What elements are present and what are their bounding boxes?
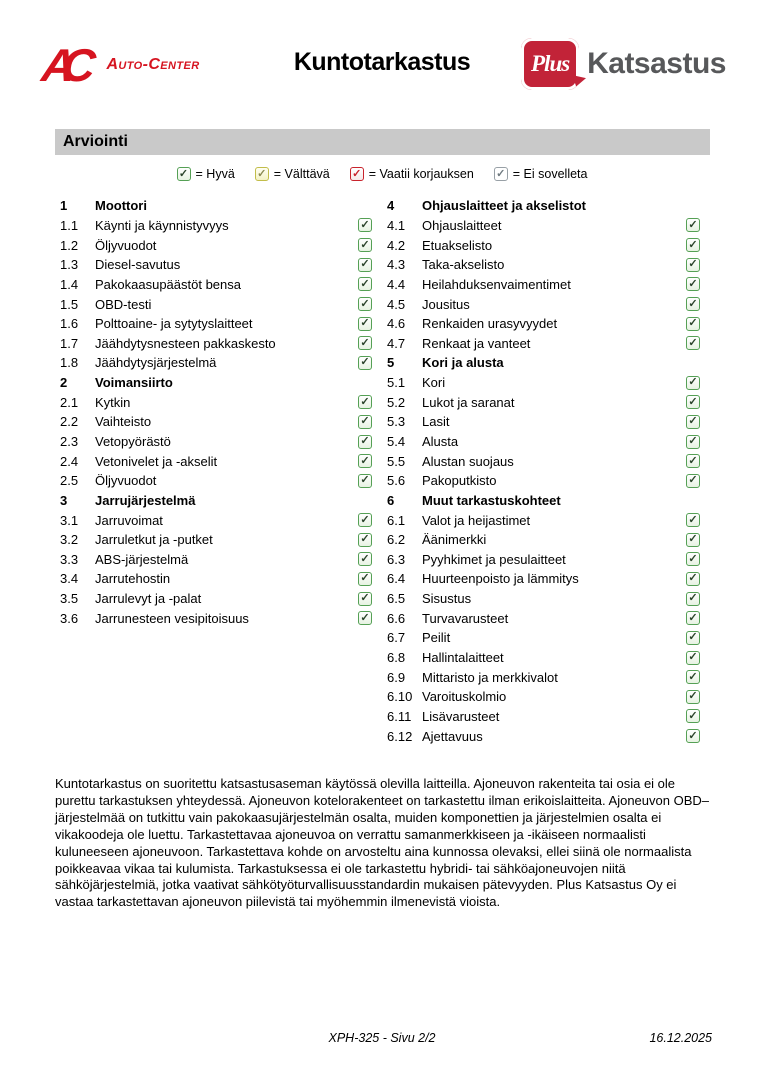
- checklist-item-row: [382, 333, 710, 353]
- checklist-item-row: [55, 510, 382, 530]
- status-checkbox-repair: [350, 167, 364, 181]
- status-checkbox-good: [686, 572, 700, 586]
- plus-badge-tail-icon: [573, 71, 588, 86]
- item-label: Turvavarusteet: [422, 610, 509, 626]
- item-label: Mittaristo ja merkkivalot: [422, 669, 558, 685]
- item-label: Jäähdytysjärjestelmä: [95, 355, 217, 371]
- status-checkbox-good: [686, 552, 700, 566]
- status-checkbox-good: [686, 611, 700, 625]
- check-icon: ✓: [360, 297, 370, 310]
- item-number: 3.6: [60, 610, 79, 626]
- status-checkbox-good: [686, 474, 700, 488]
- item-number: 4.3: [387, 257, 406, 273]
- status-checkbox-good: [686, 218, 700, 232]
- plus-katsastus-logo: [521, 38, 726, 90]
- legend-label: = Vaatii korjauksen: [368, 167, 474, 181]
- item-label: Vaihteisto: [95, 414, 152, 430]
- check-icon: ✓: [688, 454, 698, 467]
- item-label: Hallintalaitteet: [422, 650, 504, 666]
- item-label: Etuakselisto: [422, 237, 493, 253]
- item-label: Pakokaasupäästöt bensa: [95, 276, 241, 292]
- checklist-item-row: [55, 550, 382, 570]
- item-number: 1.8: [60, 355, 79, 371]
- check-icon: ✓: [688, 651, 698, 664]
- item-label: OBD-testi: [95, 296, 152, 312]
- checklist-item-row: [382, 373, 710, 393]
- section-title: Voimansiirto: [95, 375, 173, 391]
- item-number: 6.6: [387, 610, 406, 626]
- check-icon: ✓: [688, 218, 698, 231]
- section-number: 5: [387, 355, 395, 371]
- checklist-item-row: [382, 235, 710, 255]
- check-icon: ✓: [688, 297, 698, 310]
- item-label: Jarrunesteen vesipitoisuus: [95, 610, 249, 626]
- checklist-item-row: [55, 451, 382, 471]
- section-number: 1: [60, 198, 68, 214]
- check-icon: ✓: [360, 513, 370, 526]
- item-label: Kori: [422, 375, 446, 391]
- check-icon: ✓: [688, 258, 698, 271]
- check-icon: ✓: [688, 317, 698, 330]
- checklist-item-row: [382, 451, 710, 471]
- section-title: Jarrujärjestelmä: [95, 492, 196, 508]
- checklist-item-row: [55, 294, 382, 314]
- item-label: Varoituskolmio: [422, 689, 507, 705]
- check-icon: ✓: [360, 356, 370, 369]
- legend-label: = Välttävä: [273, 167, 330, 181]
- check-icon: ✓: [688, 611, 698, 624]
- checklist-item-row: [382, 569, 710, 589]
- item-number: 2.2: [60, 414, 79, 430]
- status-checkbox-good: [686, 415, 700, 429]
- check-icon: ✓: [360, 258, 370, 271]
- check-icon: ✓: [360, 435, 370, 447]
- checklist-item-row: [382, 707, 710, 727]
- item-number: 1.4: [60, 276, 79, 292]
- item-number: 6.10: [387, 689, 413, 705]
- check-icon: ✓: [688, 670, 698, 683]
- item-label: Huurteenpoisto ja lämmitys: [422, 571, 579, 587]
- item-label: Polttoaine- ja sytytyslaitteet: [95, 316, 253, 332]
- check-icon: ✓: [360, 572, 370, 585]
- status-checkbox-fair: [255, 167, 269, 181]
- status-checkbox-good: [358, 513, 372, 527]
- checklist-section-row: [55, 373, 382, 393]
- checklist-item-row: [55, 392, 382, 412]
- checklist-item-row: [55, 314, 382, 334]
- disclaimer-text: Kuntotarkastus on suoritettu katsastusaseman käytössä olevilla laitteilla. Ajoneuvon rakenteita tai osia ei ole purettu tarkastuksen yhteydessä. Ajoneuvon kotelorakenteet on tarkastettu ilman erikoislaitteita. Ajoneuvon OBD–järjestelmää on tutkittu vain pakokaasujärjestelmän osalta, muiden komponettien ja järjestelmien osalta ei vikakoodeja ole luettu. Tarkastettavaa ajoneuvoa on verrattu samanmerkkiseen ja -ikäiseen normaalisti kuluneeseen ajoneuvoon. Tarkastettava kohde on arvosteltu aina kunnossa olevaksi, ellei siinä ole normaalista poikkeavaa vikaa tai kulumista. Tarkastuksessa ei ole tarkastettu hybridi- tai sähköajoneuvojen niitä sähköjärjestelmiä, jotka vaativat sähkötyöturvallisuusstandardin mukaisen pätevyyden. Plus Katsastus Oy ei vastaa tarkastettavan ajoneuvon piilevistä tai myöhemmin ilmenevistä vioista.: [55, 776, 709, 910]
- check-icon: ✓: [688, 415, 698, 428]
- status-checkbox-good: [686, 238, 700, 252]
- checklist-item-row: [382, 510, 710, 530]
- checklist-item-row: [55, 589, 382, 609]
- item-label: Taka-akselisto: [422, 257, 505, 273]
- status-checkbox-na: [494, 167, 508, 181]
- check-icon: ✓: [688, 513, 698, 526]
- status-checkbox-good: [686, 651, 700, 665]
- item-label: Käynti ja käynnistyvyys: [95, 217, 229, 233]
- auto-center-monogram-icon: AC: [39, 39, 86, 91]
- legend-item-repair: [350, 167, 474, 181]
- legend-item-fair: [255, 167, 330, 181]
- item-number: 6.11: [387, 708, 412, 724]
- item-label: Vetonivelet ja -akselit: [95, 453, 218, 469]
- checklist-item-row: [382, 255, 710, 275]
- auto-center-logo-text: Auto-Center: [106, 56, 200, 73]
- check-icon: ✓: [688, 690, 698, 703]
- status-checkbox-good: [358, 454, 372, 468]
- item-number: 2.3: [60, 434, 79, 449]
- checklist-item-row: [382, 530, 710, 550]
- item-number: 1.1: [60, 217, 79, 233]
- check-icon: ✓: [360, 474, 370, 487]
- item-number: 2.4: [60, 453, 79, 469]
- section-number: 2: [60, 375, 68, 391]
- check-icon: ✓: [688, 592, 698, 605]
- check-icon: ✓: [360, 592, 370, 605]
- item-number: 3.5: [60, 591, 79, 607]
- status-checkbox-good: [358, 218, 372, 232]
- check-icon: ✓: [360, 218, 370, 231]
- item-label: Jarruvoimat: [95, 512, 163, 528]
- status-checkbox-good: [686, 336, 700, 350]
- status-checkbox-good: [686, 729, 700, 743]
- status-checkbox-good: [686, 317, 700, 331]
- checklist-column-left: [55, 196, 382, 628]
- check-icon: ✓: [688, 729, 698, 742]
- checklist-item-row: [382, 412, 710, 432]
- checklist-item-row: [382, 667, 710, 687]
- checklist-item-row: [55, 432, 382, 452]
- check-icon: ✓: [360, 277, 370, 290]
- checklist-item-row: [55, 235, 382, 255]
- item-number: 4.7: [387, 335, 406, 351]
- checklist-item-row: [382, 392, 710, 412]
- item-number: 6.1: [387, 512, 406, 528]
- item-label: Pakoputkisto: [422, 473, 497, 489]
- legend: [0, 167, 764, 181]
- section-header-arviointi: Arviointi: [55, 129, 710, 155]
- item-label: Heilahduksenvaimentimet: [422, 276, 571, 292]
- item-label: Jarrutehostin: [95, 571, 171, 587]
- check-icon: ✓: [360, 317, 370, 330]
- check-icon: ✓: [688, 533, 698, 546]
- item-number: 6.9: [387, 669, 406, 685]
- checklist-item-row: [55, 275, 382, 295]
- status-checkbox-good: [686, 454, 700, 468]
- status-checkbox-good: [686, 592, 700, 606]
- section-title: Ohjauslaitteet ja akselistot: [422, 198, 587, 214]
- checklist-item-row: [55, 471, 382, 491]
- item-number: 5.6: [387, 473, 406, 489]
- item-number: 4.6: [387, 316, 406, 332]
- checklist-item-row: [55, 569, 382, 589]
- status-checkbox-good: [358, 277, 372, 291]
- status-checkbox-good: [686, 709, 700, 723]
- status-checkbox-good: [358, 611, 372, 625]
- check-icon: ✓: [688, 395, 698, 408]
- status-checkbox-good: [686, 513, 700, 527]
- item-label: Diesel-savutus: [95, 257, 181, 273]
- item-label: Öljyvuodot: [95, 473, 157, 489]
- item-number: 3.2: [60, 532, 79, 548]
- item-number: 6.3: [387, 551, 406, 567]
- status-checkbox-good: [177, 167, 191, 181]
- item-number: 3.3: [60, 551, 79, 567]
- item-label: Ajettavuus: [422, 728, 483, 744]
- check-icon: ✓: [360, 552, 370, 565]
- item-label: Peilit: [422, 630, 451, 646]
- footer-page-info: XPH-325 - Sivu 2/2: [328, 1031, 436, 1045]
- check-icon: ✓: [360, 336, 370, 349]
- item-number: 6.7: [387, 630, 406, 646]
- item-number: 1.5: [60, 296, 79, 312]
- item-number: 6.12: [387, 728, 413, 744]
- item-label: Jousitus: [422, 296, 470, 312]
- checklist-item-row: [382, 726, 710, 746]
- item-number: 1.7: [60, 335, 79, 351]
- item-label: Alustan suojaus: [422, 453, 514, 469]
- status-checkbox-good: [686, 670, 700, 684]
- status-checkbox-good: [358, 435, 372, 449]
- section-number: 4: [387, 198, 395, 214]
- item-number: 3.4: [60, 571, 79, 587]
- check-icon: ✓: [688, 572, 698, 585]
- legend-item-na: [494, 167, 588, 181]
- status-checkbox-good: [358, 356, 372, 370]
- status-checkbox-good: [686, 533, 700, 547]
- check-icon: ✓: [360, 238, 370, 251]
- checklist-item-row: [382, 628, 710, 648]
- status-checkbox-good: [358, 474, 372, 488]
- check-icon: ✓: [688, 336, 698, 349]
- item-label: Pyyhkimet ja pesulaitteet: [422, 551, 566, 567]
- status-checkbox-good: [686, 395, 700, 409]
- item-number: 2.1: [60, 394, 79, 410]
- status-checkbox-good: [358, 395, 372, 409]
- section-title: Moottori: [95, 198, 147, 214]
- check-icon: ✓: [178, 167, 189, 180]
- status-checkbox-good: [358, 552, 372, 566]
- item-label: Jäähdytysnesteen pakkaskesto: [95, 335, 276, 351]
- status-checkbox-good: [358, 317, 372, 331]
- item-number: 1.6: [60, 316, 79, 332]
- checklist-item-row: [55, 353, 382, 373]
- item-number: 6.8: [387, 650, 406, 666]
- check-icon: ✓: [360, 454, 370, 467]
- section-number: 6: [387, 492, 395, 508]
- checklist-item-row: [382, 275, 710, 295]
- item-number: 4.2: [387, 237, 406, 253]
- item-number: 4.5: [387, 296, 406, 312]
- item-number: 5.1: [387, 375, 406, 391]
- checklist-item-row: [382, 687, 710, 707]
- checklist-item-row: [382, 216, 710, 236]
- item-label: Renkaat ja vanteet: [422, 335, 531, 351]
- status-checkbox-good: [358, 258, 372, 272]
- item-number: 1.2: [60, 237, 79, 253]
- item-number: 4.4: [387, 276, 406, 292]
- checklist-item-row: [55, 216, 382, 236]
- checklist-item-row: [382, 471, 710, 491]
- checklist-section-row: [382, 196, 710, 216]
- checklist-item-row: [55, 608, 382, 628]
- check-icon: ✓: [688, 709, 698, 722]
- item-label: Lukot ja saranat: [422, 394, 515, 410]
- checklist-section-row: [382, 491, 710, 511]
- status-checkbox-good: [686, 631, 700, 645]
- check-icon: ✓: [688, 631, 698, 644]
- check-icon: ✓: [257, 167, 267, 180]
- item-label: ABS-järjestelmä: [95, 551, 189, 567]
- checklist-item-row: [382, 314, 710, 334]
- section-number: 3: [60, 492, 68, 508]
- check-icon: ✓: [688, 474, 698, 487]
- item-number: 6.2: [387, 532, 406, 548]
- section-title: Muut tarkastuskohteet: [422, 492, 561, 508]
- check-icon: ✓: [496, 167, 506, 180]
- item-label: Lasit: [422, 414, 450, 430]
- checklist-item-row: [382, 294, 710, 314]
- status-checkbox-good: [358, 592, 372, 606]
- status-checkbox-good: [686, 435, 700, 449]
- check-icon: ✓: [352, 167, 362, 180]
- status-checkbox-good: [358, 533, 372, 547]
- plus-badge-icon: [521, 38, 579, 90]
- check-icon: ✓: [688, 552, 698, 565]
- status-checkbox-good: [358, 297, 372, 311]
- item-label: Alusta: [422, 434, 459, 449]
- check-icon: ✓: [688, 376, 698, 389]
- checklist-item-row: [55, 255, 382, 275]
- checklist-item-row: [55, 412, 382, 432]
- item-label: Jarrulevyt ja -palat: [95, 591, 202, 607]
- item-label: Sisustus: [422, 591, 472, 607]
- status-checkbox-good: [686, 277, 700, 291]
- check-icon: ✓: [688, 277, 698, 290]
- item-label: Valot ja heijastimet: [422, 512, 531, 528]
- item-number: 5.5: [387, 453, 406, 469]
- check-icon: ✓: [688, 238, 698, 251]
- item-label: Renkaiden urasyvyydet: [422, 316, 558, 332]
- status-checkbox-good: [686, 258, 700, 272]
- checklist-item-row: [382, 608, 710, 628]
- page-title: Kuntotarkastus: [293, 48, 471, 76]
- checklist-item-row: [382, 550, 710, 570]
- katsastus-logo-text: Katsastus: [587, 47, 726, 80]
- checklist-item-row: [382, 432, 710, 452]
- item-number: 5.3: [387, 414, 406, 430]
- item-number: 6.5: [387, 591, 406, 607]
- checklist-column-right: [382, 196, 710, 746]
- item-number: 2.5: [60, 473, 79, 489]
- status-checkbox-good: [686, 376, 700, 390]
- checklist-section-row: [55, 491, 382, 511]
- item-number: 3.1: [60, 512, 79, 528]
- item-label: Ohjauslaitteet: [422, 217, 502, 233]
- item-label: Kytkin: [95, 394, 131, 410]
- checklist-item-row: [55, 333, 382, 353]
- item-label: Äänimerkki: [422, 532, 487, 548]
- status-checkbox-good: [358, 336, 372, 350]
- check-icon: ✓: [360, 533, 370, 546]
- legend-label: = Hyvä: [195, 167, 235, 181]
- footer-date: 16.12.2025: [649, 1031, 712, 1045]
- checklist-item-row: [382, 648, 710, 668]
- status-checkbox-good: [358, 415, 372, 429]
- item-number: 5.4: [387, 434, 406, 449]
- legend-item-good: [177, 167, 235, 181]
- check-icon: ✓: [360, 611, 370, 624]
- status-checkbox-good: [358, 238, 372, 252]
- checklist-item-row: [55, 530, 382, 550]
- checklist-item-row: [382, 589, 710, 609]
- status-checkbox-good: [686, 690, 700, 704]
- item-number: 6.4: [387, 571, 406, 587]
- check-icon: ✓: [688, 435, 698, 447]
- item-label: Jarruletkut ja -putket: [95, 532, 213, 548]
- item-number: 5.2: [387, 394, 406, 410]
- item-label: Vetopyörästö: [95, 434, 171, 449]
- legend-label: = Ei sovelleta: [512, 167, 588, 181]
- item-number: 1.3: [60, 257, 79, 273]
- status-checkbox-good: [686, 297, 700, 311]
- item-label: Lisävarusteet: [422, 708, 500, 724]
- checklist-section-row: [55, 196, 382, 216]
- checklist-section-row: [382, 353, 710, 373]
- plus-badge-text: Plus: [531, 51, 570, 76]
- item-label: Öljyvuodot: [95, 237, 157, 253]
- check-icon: ✓: [360, 415, 370, 428]
- status-checkbox-good: [358, 572, 372, 586]
- section-title: Kori ja alusta: [422, 355, 504, 371]
- item-number: 4.1: [387, 217, 406, 233]
- check-icon: ✓: [360, 395, 370, 408]
